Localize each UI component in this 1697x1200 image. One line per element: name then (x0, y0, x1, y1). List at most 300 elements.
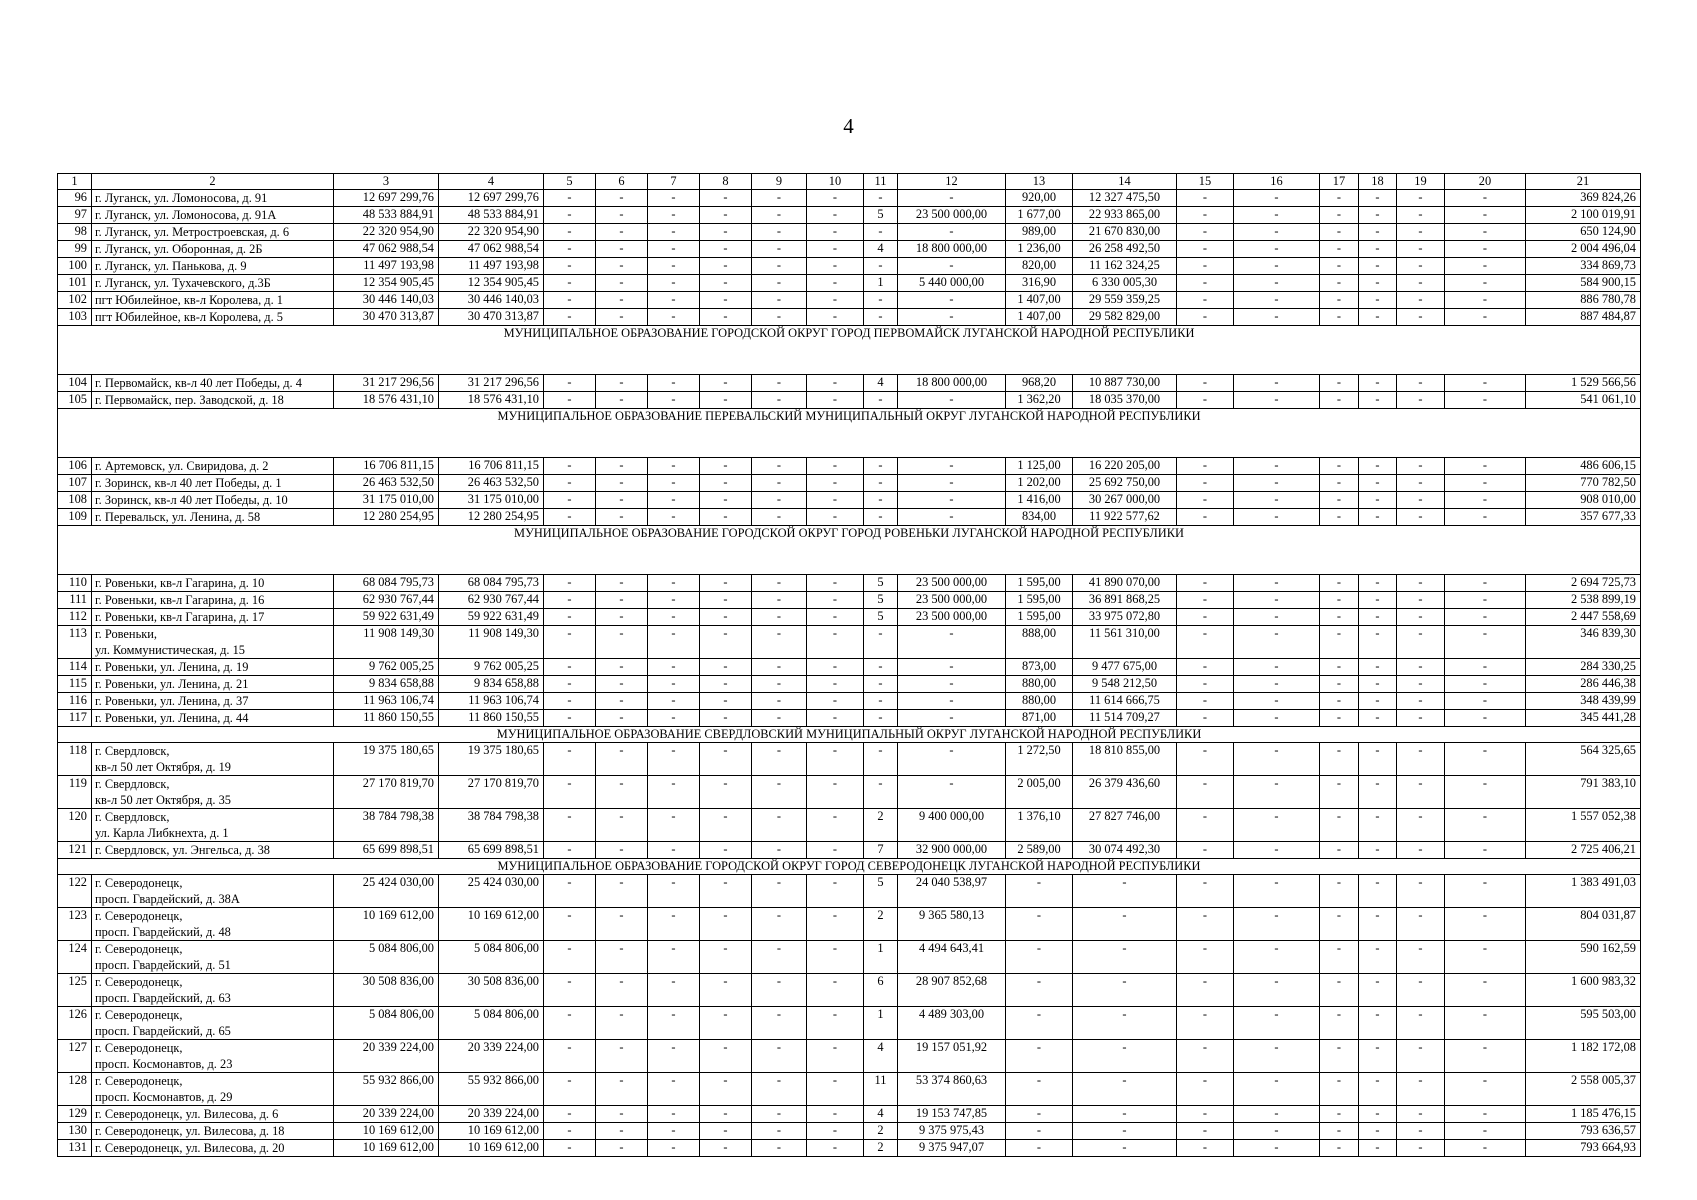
col-5-cell: - (544, 1106, 596, 1123)
address-cell: г. Северодонецк, просп. Космонавтов, д. 29 (92, 1073, 334, 1106)
col-19-cell: - (1397, 609, 1445, 626)
roof-area-cell: - (1006, 1007, 1073, 1040)
elevator-count-cell: - (864, 659, 898, 676)
col-18-cell: - (1359, 809, 1397, 842)
col-15-cell: - (1177, 258, 1234, 275)
design-cost-cell: 1 600 983,32 (1526, 974, 1641, 1007)
elevator-cost-cell: 23 500 000,00 (898, 609, 1006, 626)
design-cost-cell: 793 664,93 (1526, 1140, 1641, 1157)
col-17-cell: - (1320, 241, 1359, 258)
col-16-cell: - (1234, 275, 1320, 292)
col-8-cell: - (700, 475, 752, 492)
col-7-cell: - (648, 241, 700, 258)
roof-cost-cell: 26 379 436,60 (1073, 776, 1177, 809)
elevator-count-cell: 2 (864, 1123, 898, 1140)
design-cost-cell: 584 900,15 (1526, 275, 1641, 292)
design-cost-cell: 2 447 558,69 (1526, 609, 1641, 626)
col-16-cell: - (1234, 458, 1320, 475)
col-18-cell: - (1359, 941, 1397, 974)
total-cost-cell: 62 930 767,44 (334, 592, 439, 609)
elevator-count-cell: - (864, 292, 898, 309)
total-cost-cell: 31 217 296,56 (334, 375, 439, 392)
address-cell: г. Луганск, ул. Оборонная, д. 2Б (92, 241, 334, 258)
elevator-cost-cell: 9 400 000,00 (898, 809, 1006, 842)
col-20-cell: - (1445, 1073, 1526, 1106)
col-9-cell: - (752, 509, 807, 526)
fund-cost-cell: 11 963 106,74 (439, 693, 544, 710)
address-cell: г. Луганск, ул. Метростроевская, д. 6 (92, 224, 334, 241)
fund-cost-cell: 9 762 005,25 (439, 659, 544, 676)
elevator-cost-cell: 18 800 000,00 (898, 241, 1006, 258)
col-8-cell: - (700, 743, 752, 776)
col-5-cell: - (544, 241, 596, 258)
col-6-cell: - (596, 292, 648, 309)
roof-cost-cell: 9 548 212,50 (1073, 676, 1177, 693)
total-cost-cell: 20 339 224,00 (334, 1106, 439, 1123)
fund-cost-cell: 10 169 612,00 (439, 908, 544, 941)
col-10-cell: - (807, 842, 864, 859)
elevator-count-cell: 5 (864, 875, 898, 908)
col-19-cell: - (1397, 974, 1445, 1007)
col-17-cell: - (1320, 1073, 1359, 1106)
roof-cost-cell: 30 074 492,30 (1073, 842, 1177, 859)
fund-cost-cell: 20 339 224,00 (439, 1040, 544, 1073)
address-cell: г. Северодонецк, просп. Гвардейский, д. 63 (92, 974, 334, 1007)
col-15-cell: - (1177, 592, 1234, 609)
col-10-cell: - (807, 475, 864, 492)
col-6-cell: - (596, 842, 648, 859)
col-6-cell: - (596, 309, 648, 326)
col-8-cell: - (700, 509, 752, 526)
col-9-cell: - (752, 842, 807, 859)
col-18-cell: - (1359, 1123, 1397, 1140)
col-19-cell: - (1397, 1007, 1445, 1040)
elevator-cost-cell: - (898, 492, 1006, 509)
col-10-cell: - (807, 392, 864, 409)
col-8-cell: - (700, 275, 752, 292)
col-19-cell: - (1397, 458, 1445, 475)
col-16-cell: - (1234, 809, 1320, 842)
col-17-cell: - (1320, 693, 1359, 710)
col-6-cell: - (596, 492, 648, 509)
roof-area-cell: - (1006, 941, 1073, 974)
col-8-cell: - (700, 190, 752, 207)
roof-area-cell: 1 362,20 (1006, 392, 1073, 409)
col-20-cell: - (1445, 1106, 1526, 1123)
col-7-cell: - (648, 743, 700, 776)
roof-area-cell: 1 272,50 (1006, 743, 1073, 776)
roof-cost-cell: 18 035 370,00 (1073, 392, 1177, 409)
col-5-cell: - (544, 1073, 596, 1106)
row-number: 128 (58, 1073, 92, 1106)
header-cell-3: 3 (334, 174, 439, 190)
col-19-cell: - (1397, 776, 1445, 809)
address-cell: г. Ровеньки, ул. Ленина, д. 21 (92, 676, 334, 693)
col-7-cell: - (648, 592, 700, 609)
design-cost-cell: 886 780,78 (1526, 292, 1641, 309)
col-7-cell: - (648, 1007, 700, 1040)
total-cost-cell: 16 706 811,15 (334, 458, 439, 475)
col-19-cell: - (1397, 575, 1445, 592)
roof-cost-cell: - (1073, 908, 1177, 941)
col-9-cell: - (752, 207, 807, 224)
col-16-cell: - (1234, 609, 1320, 626)
col-9-cell: - (752, 275, 807, 292)
col-20-cell: - (1445, 1123, 1526, 1140)
row-number: 111 (58, 592, 92, 609)
col-7-cell: - (648, 1040, 700, 1073)
roof-area-cell: 871,00 (1006, 710, 1073, 727)
header-cell-10: 10 (807, 174, 864, 190)
elevator-count-cell: 5 (864, 609, 898, 626)
col-20-cell: - (1445, 309, 1526, 326)
address-cell: г. Ровеньки, ул. Ленина, д. 37 (92, 693, 334, 710)
design-cost-cell: 2 004 496,04 (1526, 241, 1641, 258)
col-8-cell: - (700, 842, 752, 859)
row-number: 129 (58, 1106, 92, 1123)
total-cost-cell: 12 697 299,76 (334, 190, 439, 207)
col-10-cell: - (807, 974, 864, 1007)
col-18-cell: - (1359, 509, 1397, 526)
elevator-count-cell: - (864, 475, 898, 492)
col-6-cell: - (596, 275, 648, 292)
col-20-cell: - (1445, 375, 1526, 392)
elevator-count-cell: - (864, 258, 898, 275)
col-18-cell: - (1359, 592, 1397, 609)
header-cell-2: 2 (92, 174, 334, 190)
col-16-cell: - (1234, 776, 1320, 809)
col-7-cell: - (648, 626, 700, 659)
address-cell: г. Северодонецк, ул. Вилесова, д. 18 (92, 1123, 334, 1140)
col-19-cell: - (1397, 207, 1445, 224)
col-18-cell: - (1359, 492, 1397, 509)
col-8-cell: - (700, 292, 752, 309)
col-16-cell: - (1234, 908, 1320, 941)
elevator-count-cell: - (864, 309, 898, 326)
fund-cost-cell: 5 084 806,00 (439, 1007, 544, 1040)
col-9-cell: - (752, 609, 807, 626)
col-20-cell: - (1445, 207, 1526, 224)
col-7-cell: - (648, 974, 700, 1007)
col-7-cell: - (648, 207, 700, 224)
col-9-cell: - (752, 1106, 807, 1123)
col-17-cell: - (1320, 842, 1359, 859)
col-8-cell: - (700, 258, 752, 275)
col-7-cell: - (648, 292, 700, 309)
col-19-cell: - (1397, 875, 1445, 908)
col-8-cell: - (700, 575, 752, 592)
col-6-cell: - (596, 710, 648, 727)
total-cost-cell: 19 375 180,65 (334, 743, 439, 776)
col-17-cell: - (1320, 592, 1359, 609)
fund-cost-cell: 9 834 658,88 (439, 676, 544, 693)
total-cost-cell: 30 508 836,00 (334, 974, 439, 1007)
row-number: 116 (58, 693, 92, 710)
elevator-count-cell: - (864, 509, 898, 526)
header-cell-16: 16 (1234, 174, 1320, 190)
col-19-cell: - (1397, 1073, 1445, 1106)
col-20-cell: - (1445, 292, 1526, 309)
roof-area-cell: 820,00 (1006, 258, 1073, 275)
elevator-cost-cell: - (898, 258, 1006, 275)
col-18-cell: - (1359, 1140, 1397, 1157)
address-cell: г. Северодонецк, просп. Гвардейский, д. 38А (92, 875, 334, 908)
elevator-cost-cell: - (898, 475, 1006, 492)
elevator-cost-cell: 9 375 975,43 (898, 1123, 1006, 1140)
header-cell-13: 13 (1006, 174, 1073, 190)
fund-cost-cell: 12 354 905,45 (439, 275, 544, 292)
col-9-cell: - (752, 941, 807, 974)
roof-area-cell: 1 125,00 (1006, 458, 1073, 475)
elevator-cost-cell: 18 800 000,00 (898, 375, 1006, 392)
roof-cost-cell: 22 933 865,00 (1073, 207, 1177, 224)
fund-cost-cell: 19 375 180,65 (439, 743, 544, 776)
col-10-cell: - (807, 1106, 864, 1123)
col-20-cell: - (1445, 258, 1526, 275)
col-17-cell: - (1320, 1106, 1359, 1123)
col-15-cell: - (1177, 1140, 1234, 1157)
col-19-cell: - (1397, 475, 1445, 492)
col-16-cell: - (1234, 659, 1320, 676)
roof-area-cell: 888,00 (1006, 626, 1073, 659)
row-number: 113 (58, 626, 92, 659)
table-row (58, 659, 1641, 676)
col-20-cell: - (1445, 809, 1526, 842)
col-8-cell: - (700, 309, 752, 326)
roof-cost-cell: 9 477 675,00 (1073, 659, 1177, 676)
table-row (58, 1140, 1641, 1157)
col-17-cell: - (1320, 659, 1359, 676)
col-10-cell: - (807, 592, 864, 609)
col-7-cell: - (648, 1140, 700, 1157)
design-cost-cell: 887 484,87 (1526, 309, 1641, 326)
col-20-cell: - (1445, 1040, 1526, 1073)
table-row (58, 458, 1641, 475)
col-15-cell: - (1177, 710, 1234, 727)
row-number: 99 (58, 241, 92, 258)
col-5-cell: - (544, 626, 596, 659)
col-5-cell: - (544, 207, 596, 224)
col-20-cell: - (1445, 676, 1526, 693)
col-16-cell: - (1234, 1073, 1320, 1106)
col-7-cell: - (648, 693, 700, 710)
col-19-cell: - (1397, 743, 1445, 776)
col-17-cell: - (1320, 475, 1359, 492)
col-18-cell: - (1359, 309, 1397, 326)
row-number: 102 (58, 292, 92, 309)
col-16-cell: - (1234, 375, 1320, 392)
col-5-cell: - (544, 809, 596, 842)
col-18-cell: - (1359, 292, 1397, 309)
roof-cost-cell: - (1073, 875, 1177, 908)
col-9-cell: - (752, 1123, 807, 1140)
elevator-count-cell: 5 (864, 575, 898, 592)
col-6-cell: - (596, 392, 648, 409)
row-number: 127 (58, 1040, 92, 1073)
col-6-cell: - (596, 241, 648, 258)
header-cell-19: 19 (1397, 174, 1445, 190)
col-17-cell: - (1320, 974, 1359, 1007)
col-9-cell: - (752, 1040, 807, 1073)
col-18-cell: - (1359, 207, 1397, 224)
elevator-count-cell: - (864, 458, 898, 475)
elevator-count-cell: 1 (864, 275, 898, 292)
fund-cost-cell: 10 169 612,00 (439, 1140, 544, 1157)
col-9-cell: - (752, 592, 807, 609)
roof-area-cell: - (1006, 1040, 1073, 1073)
header-cell-18: 18 (1359, 174, 1397, 190)
col-17-cell: - (1320, 1007, 1359, 1040)
col-6-cell: - (596, 1123, 648, 1140)
col-10-cell: - (807, 626, 864, 659)
col-7-cell: - (648, 258, 700, 275)
table-row (58, 207, 1641, 224)
col-9-cell: - (752, 375, 807, 392)
roof-area-cell: - (1006, 1123, 1073, 1140)
fund-cost-cell: 30 470 313,87 (439, 309, 544, 326)
col-19-cell: - (1397, 592, 1445, 609)
col-18-cell: - (1359, 743, 1397, 776)
region-row (58, 526, 1641, 575)
col-16-cell: - (1234, 676, 1320, 693)
table-row (58, 1007, 1641, 1040)
elevator-count-cell: - (864, 492, 898, 509)
region-row (58, 326, 1641, 375)
col-20-cell: - (1445, 224, 1526, 241)
roof-area-cell: - (1006, 1140, 1073, 1157)
col-17-cell: - (1320, 710, 1359, 727)
col-7-cell: - (648, 908, 700, 941)
roof-area-cell: 920,00 (1006, 190, 1073, 207)
header-cell-7: 7 (648, 174, 700, 190)
total-cost-cell: 26 463 532,50 (334, 475, 439, 492)
fund-cost-cell: 27 170 819,70 (439, 776, 544, 809)
header-row (58, 174, 1641, 190)
table-row (58, 190, 1641, 207)
col-10-cell: - (807, 941, 864, 974)
elevator-count-cell: - (864, 710, 898, 727)
col-10-cell: - (807, 207, 864, 224)
col-8-cell: - (700, 241, 752, 258)
fund-cost-cell: 31 217 296,56 (439, 375, 544, 392)
col-18-cell: - (1359, 974, 1397, 1007)
header-cell-21: 21 (1526, 174, 1641, 190)
row-number: 96 (58, 190, 92, 207)
col-19-cell: - (1397, 509, 1445, 526)
col-20-cell: - (1445, 392, 1526, 409)
address-cell: г. Свердловск, кв-л 50 лет Октября, д. 19 (92, 743, 334, 776)
col-16-cell: - (1234, 492, 1320, 509)
col-15-cell: - (1177, 392, 1234, 409)
roof-cost-cell: 29 582 829,00 (1073, 309, 1177, 326)
col-6-cell: - (596, 875, 648, 908)
col-8-cell: - (700, 207, 752, 224)
col-16-cell: - (1234, 710, 1320, 727)
table-row (58, 224, 1641, 241)
total-cost-cell: 10 169 612,00 (334, 1123, 439, 1140)
table-row (58, 941, 1641, 974)
roof-area-cell: - (1006, 974, 1073, 1007)
col-10-cell: - (807, 809, 864, 842)
elevator-cost-cell: - (898, 458, 1006, 475)
row-number: 97 (58, 207, 92, 224)
col-20-cell: - (1445, 659, 1526, 676)
address-cell: г. Ровеньки, кв-л Гагарина, д. 17 (92, 609, 334, 626)
row-number: 120 (58, 809, 92, 842)
row-number: 114 (58, 659, 92, 676)
design-cost-cell: 2 100 019,91 (1526, 207, 1641, 224)
roof-area-cell: 1 595,00 (1006, 609, 1073, 626)
col-5-cell: - (544, 693, 596, 710)
design-cost-cell: 345 441,28 (1526, 710, 1641, 727)
elevator-cost-cell: 32 900 000,00 (898, 842, 1006, 859)
row-number: 106 (58, 458, 92, 475)
col-16-cell: - (1234, 743, 1320, 776)
elevator-count-cell: 7 (864, 842, 898, 859)
total-cost-cell: 22 320 954,90 (334, 224, 439, 241)
total-cost-cell: 10 169 612,00 (334, 908, 439, 941)
col-19-cell: - (1397, 1140, 1445, 1157)
design-cost-cell: 348 439,99 (1526, 693, 1641, 710)
elevator-cost-cell: 5 440 000,00 (898, 275, 1006, 292)
col-18-cell: - (1359, 475, 1397, 492)
roof-cost-cell: 21 670 830,00 (1073, 224, 1177, 241)
address-cell: г. Луганск, ул. Ломоносова, д. 91 (92, 190, 334, 207)
fund-cost-cell: 59 922 631,49 (439, 609, 544, 626)
col-20-cell: - (1445, 190, 1526, 207)
col-10-cell: - (807, 509, 864, 526)
total-cost-cell: 20 339 224,00 (334, 1040, 439, 1073)
col-6-cell: - (596, 1106, 648, 1123)
fund-cost-cell: 68 084 795,73 (439, 575, 544, 592)
col-18-cell: - (1359, 392, 1397, 409)
elevator-cost-cell: 9 375 947,07 (898, 1140, 1006, 1157)
region-row (58, 409, 1641, 458)
fund-cost-cell: 62 930 767,44 (439, 592, 544, 609)
col-15-cell: - (1177, 458, 1234, 475)
col-18-cell: - (1359, 575, 1397, 592)
table-row (58, 258, 1641, 275)
col-16-cell: - (1234, 207, 1320, 224)
elevator-count-cell: 4 (864, 1106, 898, 1123)
region-heading: МУНИЦИПАЛЬНОЕ ОБРАЗОВАНИЕ ПЕРЕВАЛЬСКИЙ МУНИЦИПАЛЬНЫЙ ОКРУГ ЛУГАНСКОЙ НАРОДНОЙ РЕСПУБЛИКИ (58, 409, 1641, 458)
elevator-count-cell: - (864, 776, 898, 809)
roof-area-cell: 1 595,00 (1006, 575, 1073, 592)
col-15-cell: - (1177, 275, 1234, 292)
roof-area-cell: 1 376,10 (1006, 809, 1073, 842)
col-17-cell: - (1320, 1123, 1359, 1140)
col-6-cell: - (596, 1007, 648, 1040)
col-6-cell: - (596, 509, 648, 526)
col-5-cell: - (544, 592, 596, 609)
fund-cost-cell: 47 062 988,54 (439, 241, 544, 258)
fund-cost-cell: 22 320 954,90 (439, 224, 544, 241)
fund-cost-cell: 18 576 431,10 (439, 392, 544, 409)
col-18-cell: - (1359, 375, 1397, 392)
col-6-cell: - (596, 475, 648, 492)
col-10-cell: - (807, 258, 864, 275)
col-17-cell: - (1320, 1140, 1359, 1157)
total-cost-cell: 48 533 884,91 (334, 207, 439, 224)
col-6-cell: - (596, 809, 648, 842)
address-cell: г. Свердловск, ул. Энгельса, д. 38 (92, 842, 334, 859)
roof-cost-cell: 26 258 492,50 (1073, 241, 1177, 258)
roof-cost-cell: 10 887 730,00 (1073, 375, 1177, 392)
design-cost-cell: 791 383,10 (1526, 776, 1641, 809)
col-8-cell: - (700, 1040, 752, 1073)
roof-area-cell: 1 416,00 (1006, 492, 1073, 509)
col-17-cell: - (1320, 676, 1359, 693)
